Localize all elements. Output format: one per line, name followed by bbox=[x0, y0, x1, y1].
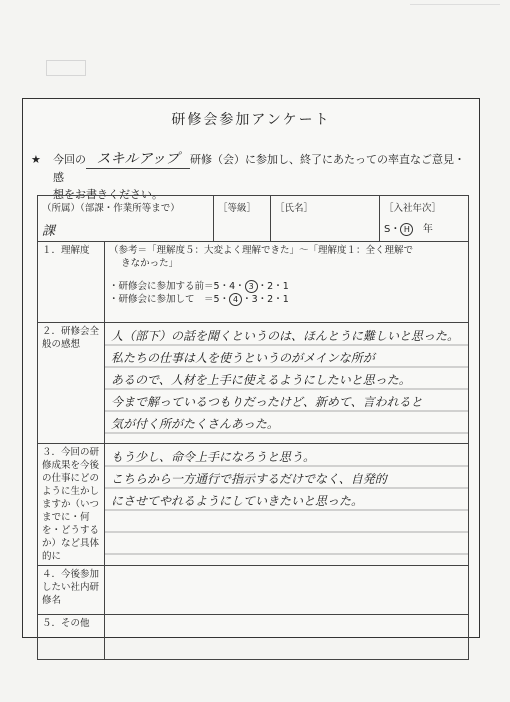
dept-cell[interactable] bbox=[38, 196, 214, 242]
scan-artifact-box bbox=[46, 60, 86, 76]
scale-separator: ・ bbox=[273, 294, 283, 305]
q3-line: もう少し、命令上手になろうと思う。 bbox=[111, 450, 316, 464]
scale-separator: ・ bbox=[235, 281, 245, 292]
q2-line: あるので、人材を上手に使えるようにしたいと思った。 bbox=[111, 373, 411, 387]
q2-line: 今まで解っているつもりだったけど、新めて、言われると bbox=[111, 395, 423, 409]
dept-label: （所属）（部課・作業所等まで） bbox=[42, 203, 180, 214]
q1-before-label: ・研修会に参加する前＝ bbox=[109, 281, 214, 292]
q5-answer[interactable] bbox=[105, 615, 469, 660]
q1-answer[interactable] bbox=[105, 242, 469, 323]
scale-option[interactable]: 5 bbox=[213, 281, 220, 292]
q5-row bbox=[38, 615, 469, 660]
q3-label: ３．今回の研修成果を今後の仕事にどのように生かしますか（いつまでに・何を・どうするか）など具体的に bbox=[38, 444, 105, 566]
grade-cell[interactable] bbox=[214, 196, 271, 242]
q1-note-line2: きなかった」 bbox=[121, 258, 179, 269]
q4-row bbox=[38, 566, 469, 615]
scale-option[interactable]: 5 bbox=[213, 294, 220, 305]
grade-label: ［等級］ bbox=[218, 203, 257, 214]
q1-after-label: ・研修会に参加して ＝ bbox=[109, 294, 214, 305]
dept-value: 課 bbox=[42, 224, 56, 239]
name-label: ［氏名］ bbox=[275, 203, 314, 214]
scale-separator: ・ bbox=[219, 294, 230, 305]
survey-form bbox=[22, 98, 480, 638]
star-icon: ★ bbox=[31, 153, 41, 166]
scan-artifact-line bbox=[410, 4, 500, 13]
year-cell[interactable] bbox=[380, 196, 469, 242]
q3-row bbox=[38, 444, 469, 566]
year-unit: 年 bbox=[422, 224, 433, 235]
scale-option[interactable]: 1 bbox=[282, 281, 289, 292]
name-cell[interactable] bbox=[271, 196, 380, 242]
q1-after-scale[interactable] bbox=[214, 294, 289, 305]
year-era: S・ bbox=[384, 224, 401, 235]
intro-suffix: 研修（会）に参加し、終了にあたっての率直なご意見・感 bbox=[53, 153, 465, 184]
year-circled: H bbox=[400, 223, 413, 236]
q1-after-row bbox=[109, 293, 464, 306]
q4-label: ４．今後参加したい社内研修名 bbox=[38, 566, 105, 615]
q1-label: １．理解度 bbox=[38, 242, 105, 323]
q2-line: 人（部下）の話を聞くというのは、ほんとうに難しいと思った。 bbox=[111, 329, 460, 343]
q1-before-row bbox=[109, 280, 464, 293]
scale-separator: ・ bbox=[219, 281, 230, 292]
q1-before-scale[interactable] bbox=[214, 281, 289, 292]
q2-answer[interactable] bbox=[105, 323, 469, 444]
q3-answer[interactable] bbox=[105, 444, 469, 566]
q3-line: こちらから一方通行で指示するだけでなく、自発的 bbox=[111, 472, 387, 486]
year-label: ［入社年次］ bbox=[384, 203, 442, 214]
header-row bbox=[38, 196, 469, 242]
q4-answer[interactable] bbox=[105, 566, 469, 615]
q2-line: 私たちの仕事は人を使うというのがメインな所が bbox=[111, 351, 375, 365]
q1-note-line1: （参考＝「理解度５：大変よく理解できた」～「理解度１：全く理解で bbox=[109, 245, 414, 256]
q3-line: にさせてやれるようにしていきたいと思った。 bbox=[111, 494, 364, 508]
scale-option[interactable]: 3 bbox=[251, 294, 258, 305]
scale-separator: ・ bbox=[242, 294, 252, 305]
scale-separator: ・ bbox=[273, 281, 283, 292]
q2-row bbox=[38, 323, 469, 444]
scale-separator: ・ bbox=[257, 281, 268, 292]
q2-label: ２．研修会全般の感想 bbox=[38, 323, 105, 444]
scale-option-selected[interactable]: 4 bbox=[229, 293, 242, 306]
q1-row bbox=[38, 242, 469, 323]
survey-table bbox=[37, 195, 469, 660]
scale-separator: ・ bbox=[257, 294, 268, 305]
seminar-name-field[interactable]: スキルアップ bbox=[86, 151, 190, 169]
scale-option[interactable]: 1 bbox=[282, 294, 289, 305]
scale-option[interactable]: 2 bbox=[267, 294, 274, 305]
year-value bbox=[384, 220, 464, 236]
q5-label: ５．その他 bbox=[38, 615, 105, 660]
q2-line: 気が付く所がたくさんあった。 bbox=[111, 417, 279, 431]
scale-option-selected[interactable]: 3 bbox=[245, 280, 258, 293]
intro-prefix: 今回の bbox=[53, 153, 86, 166]
scale-option[interactable]: 4 bbox=[229, 281, 236, 292]
scale-option[interactable]: 2 bbox=[267, 281, 274, 292]
form-title: 研修会参加アンケート bbox=[171, 112, 331, 128]
intro-line2: 想をお書きください。 bbox=[53, 188, 163, 201]
